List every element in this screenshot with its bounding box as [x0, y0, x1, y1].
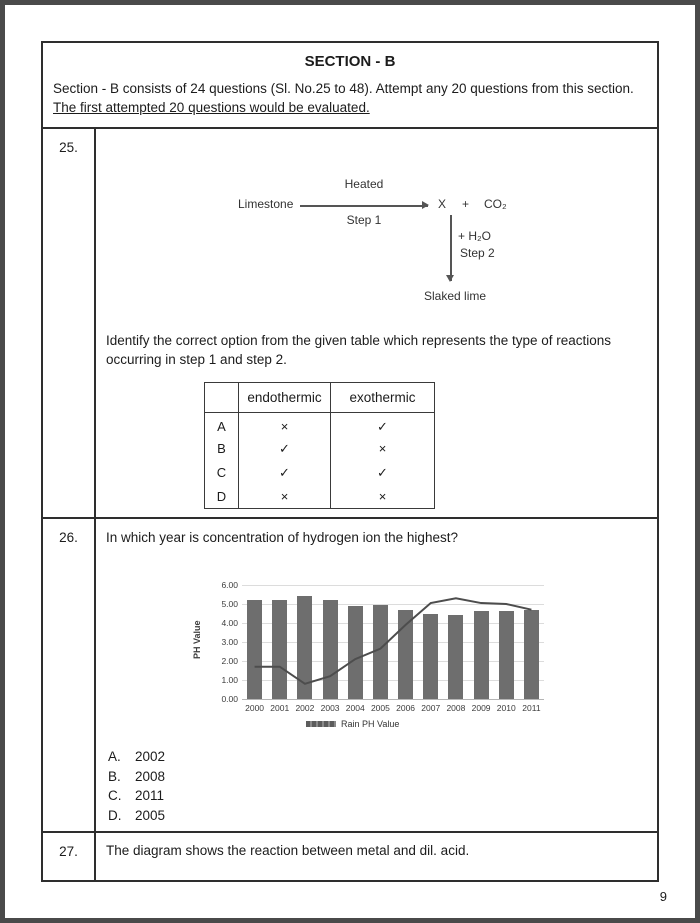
chart-x-tick: 2009: [471, 703, 491, 713]
chart-y-tick: 5.00: [221, 599, 238, 609]
chart-y-tick: 0.00: [221, 694, 238, 704]
page-number: 9: [659, 889, 667, 904]
option-a: [108, 747, 657, 767]
diagram-product-x: X: [438, 197, 447, 211]
question-25-text: Identify the correct option from the given table which represents the type of reactions occurring in step 1 and step 2.: [106, 333, 612, 367]
diagram-step2-label: Step 2: [460, 246, 495, 260]
diagram-h2o-label: + H₂O: [458, 229, 491, 243]
diagram-co2-label: CO₂: [484, 197, 507, 211]
question-26-text: In which year is concentration of hydrogen ion the highest?: [106, 530, 458, 545]
option-letter: B.: [108, 768, 121, 784]
question-26-number: 26.: [43, 519, 96, 831]
table-row: [205, 461, 435, 485]
diagram-reactant-label: Limestone: [238, 197, 294, 211]
option-letter: D.: [108, 807, 122, 823]
chart-y-tick: 4.00: [221, 618, 238, 628]
question-25-row: [43, 129, 657, 519]
chart-x-tick: 2011: [522, 703, 541, 713]
question-25-number: 25.: [43, 129, 96, 517]
check-mark: ✓: [331, 413, 435, 437]
diagram-plus-sign: +: [462, 197, 470, 211]
option-text: 2008: [135, 768, 166, 784]
chart-x-tick: 2001: [270, 703, 290, 713]
option-label: D: [216, 488, 227, 504]
chart-x-tick: 2005: [370, 703, 390, 713]
chart-x-tick: 2007: [421, 703, 441, 713]
legend-bar-swatch-icon: [306, 721, 336, 727]
table-corner-cell: [205, 383, 239, 413]
chart-x-tick: 2008: [446, 703, 466, 713]
check-mark: ✓: [239, 437, 331, 461]
table-header-row: [205, 383, 435, 413]
instructions-line2: The first attempted 20 questions would be evaluated.: [53, 100, 370, 115]
option-label: B: [217, 441, 226, 456]
chart-y-tick: 2.00: [221, 656, 238, 666]
chart-legend: [306, 719, 399, 729]
diagram-heated-label: Heated: [344, 177, 384, 191]
option-label: C: [216, 465, 227, 480]
chart-x-tick: 2010: [496, 703, 516, 713]
section-b-table: [41, 41, 659, 882]
option-c: [108, 786, 657, 806]
cross-mark: ×: [239, 413, 331, 437]
instructions-line1: Section - B consists of 24 questions (Sl. No.25 to 48). Attempt any 20 questions from this section.: [53, 81, 634, 96]
question-26-content: [96, 519, 657, 831]
option-text: 2005: [135, 807, 166, 823]
rain-ph-chart: [194, 567, 564, 735]
chart-x-tick: 2006: [396, 703, 416, 713]
question-27-number: 27.: [43, 833, 96, 880]
chart-y-tick: 3.00: [221, 637, 238, 647]
check-mark: ✓: [239, 461, 331, 485]
chart-gridline: [242, 699, 544, 700]
chart-trend-line: [242, 585, 544, 699]
step2-arrow-icon: [450, 215, 452, 281]
diagram-result-label: Slaked lime: [424, 289, 487, 303]
table-row: [205, 437, 435, 461]
reaction-type-table: [204, 382, 435, 509]
chart-x-tick: 2004: [345, 703, 365, 713]
check-mark: ✓: [331, 461, 435, 485]
chart-plot-area: [221, 580, 544, 704]
chart-y-axis-label: PH Value: [192, 620, 202, 659]
chart-x-axis-labels: [242, 703, 544, 715]
legend-label: Rain PH Value: [341, 719, 400, 729]
option-b: [108, 767, 657, 787]
question-27-content: [96, 833, 657, 880]
table-row: [205, 413, 435, 437]
endothermic-header: endothermic: [239, 383, 331, 413]
option-letter: C.: [108, 788, 122, 803]
chart-y-tick: 6.00: [221, 580, 238, 590]
cross-mark: ×: [239, 485, 331, 509]
table-row: [205, 485, 435, 509]
question-27-row: [43, 833, 657, 880]
cross-mark: ×: [331, 437, 435, 461]
question-25-content: [96, 129, 657, 517]
question-26-row: [43, 519, 657, 833]
step1-arrow-icon: [300, 205, 428, 207]
chart-x-tick: 2003: [320, 703, 340, 713]
section-instructions: [51, 79, 649, 117]
question-27-text: The diagram shows the reaction between metal and dil. acid.: [106, 843, 470, 858]
chart-x-tick: 2000: [245, 703, 265, 713]
chart-x-tick: 2002: [295, 703, 315, 713]
section-header: [43, 43, 657, 129]
option-label: A: [217, 419, 226, 435]
option-d: [108, 806, 657, 826]
question-26-options: [108, 747, 657, 825]
chart-y-tick: 1.00: [221, 675, 238, 685]
exothermic-header: exothermic: [331, 383, 435, 413]
option-text: 2002: [135, 749, 166, 764]
cross-mark: ×: [331, 485, 435, 509]
section-title: SECTION - B: [304, 53, 396, 70]
option-letter: A.: [108, 749, 121, 764]
reaction-diagram: [228, 165, 558, 315]
option-text: 2011: [135, 788, 165, 803]
diagram-step1-label: Step 1: [346, 213, 382, 227]
